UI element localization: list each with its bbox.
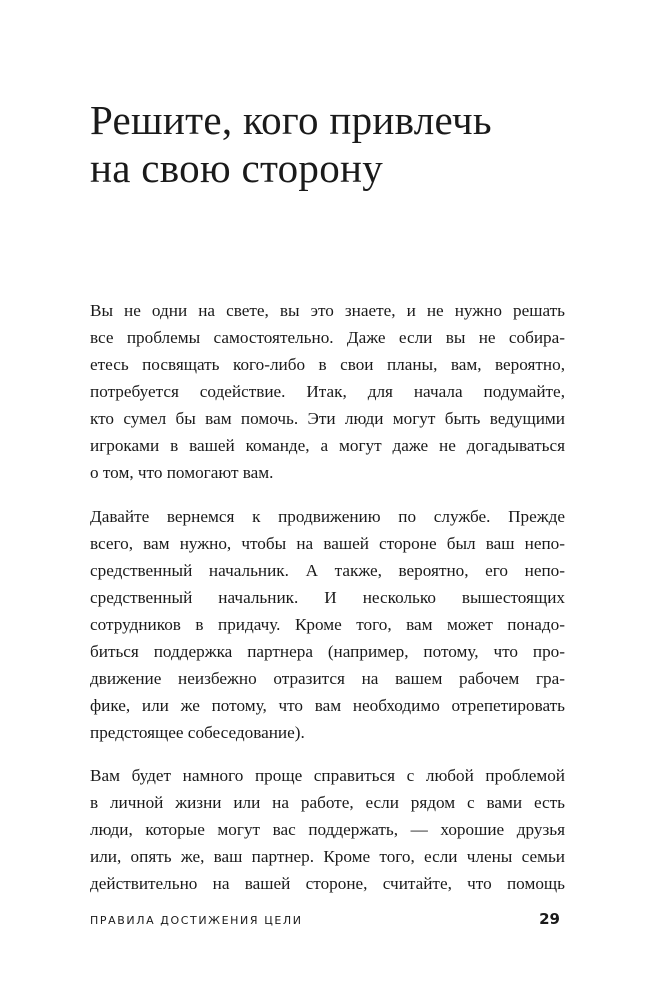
text-line: средственный начальник. И несколько вышестоящих xyxy=(90,588,565,607)
text-line: предстоящее собеседование). xyxy=(90,723,305,742)
text-line: о том, что помогают вам. xyxy=(90,463,274,482)
text-line: движение неизбежно отразится на вашем рабочем гра- xyxy=(90,669,565,688)
paragraph-2 xyxy=(90,503,565,746)
text-line: сотрудников в придачу. Кроме того, вам может понадо- xyxy=(90,615,565,634)
chapter-heading xyxy=(90,96,610,192)
paragraph-1 xyxy=(90,297,565,486)
running-footer-book-title: ПРАВИЛА ДОСТИЖЕНИЯ ЦЕЛИ xyxy=(90,914,303,927)
text-line: Давайте вернемся к продвижению по службе. Прежде xyxy=(90,507,565,526)
text-line: Вам будет намного проще справиться с любой проблемой xyxy=(90,766,565,785)
paragraph-3 xyxy=(90,762,565,897)
text-line: Вы не одни на свете, вы это знаете, и не нужно решать xyxy=(90,301,565,320)
text-line: игроками в вашей команде, а могут даже не догадываться xyxy=(90,436,565,455)
text-line: фике, или же потому, что вам необходимо отрепетировать xyxy=(90,696,565,715)
heading-line: на свою сторону xyxy=(90,145,384,191)
page-number: 29 xyxy=(539,910,560,928)
text-line: все проблемы самостоятельно. Даже если вы не собира- xyxy=(90,328,565,347)
text-line: всего, вам нужно, чтобы на вашей стороне был ваш непо- xyxy=(90,534,565,553)
text-line: в личной жизни или на работе, если рядом с вами есть xyxy=(90,793,565,812)
text-line: биться поддержка партнера (например, потому, что про- xyxy=(90,642,565,661)
text-line: люди, которые могут вас поддержать, — хорошие друзья xyxy=(90,820,565,839)
text-line: действительно на вашей стороне, считайте, что помощь xyxy=(90,874,565,893)
text-line: етесь посвящать кого-либо в свои планы, вам, вероятно, xyxy=(90,355,565,374)
text-line: кто сумел бы вам помочь. Эти люди могут быть ведущими xyxy=(90,409,565,428)
text-line: средственный начальник. А также, вероятно, его непо- xyxy=(90,561,565,580)
text-line: потребуется содействие. Итак, для начала подумайте, xyxy=(90,382,565,401)
heading-line: Решите, кого привлечь xyxy=(90,97,492,143)
text-line: или, опять же, ваш партнер. Кроме того, если члены семьи xyxy=(90,847,565,866)
